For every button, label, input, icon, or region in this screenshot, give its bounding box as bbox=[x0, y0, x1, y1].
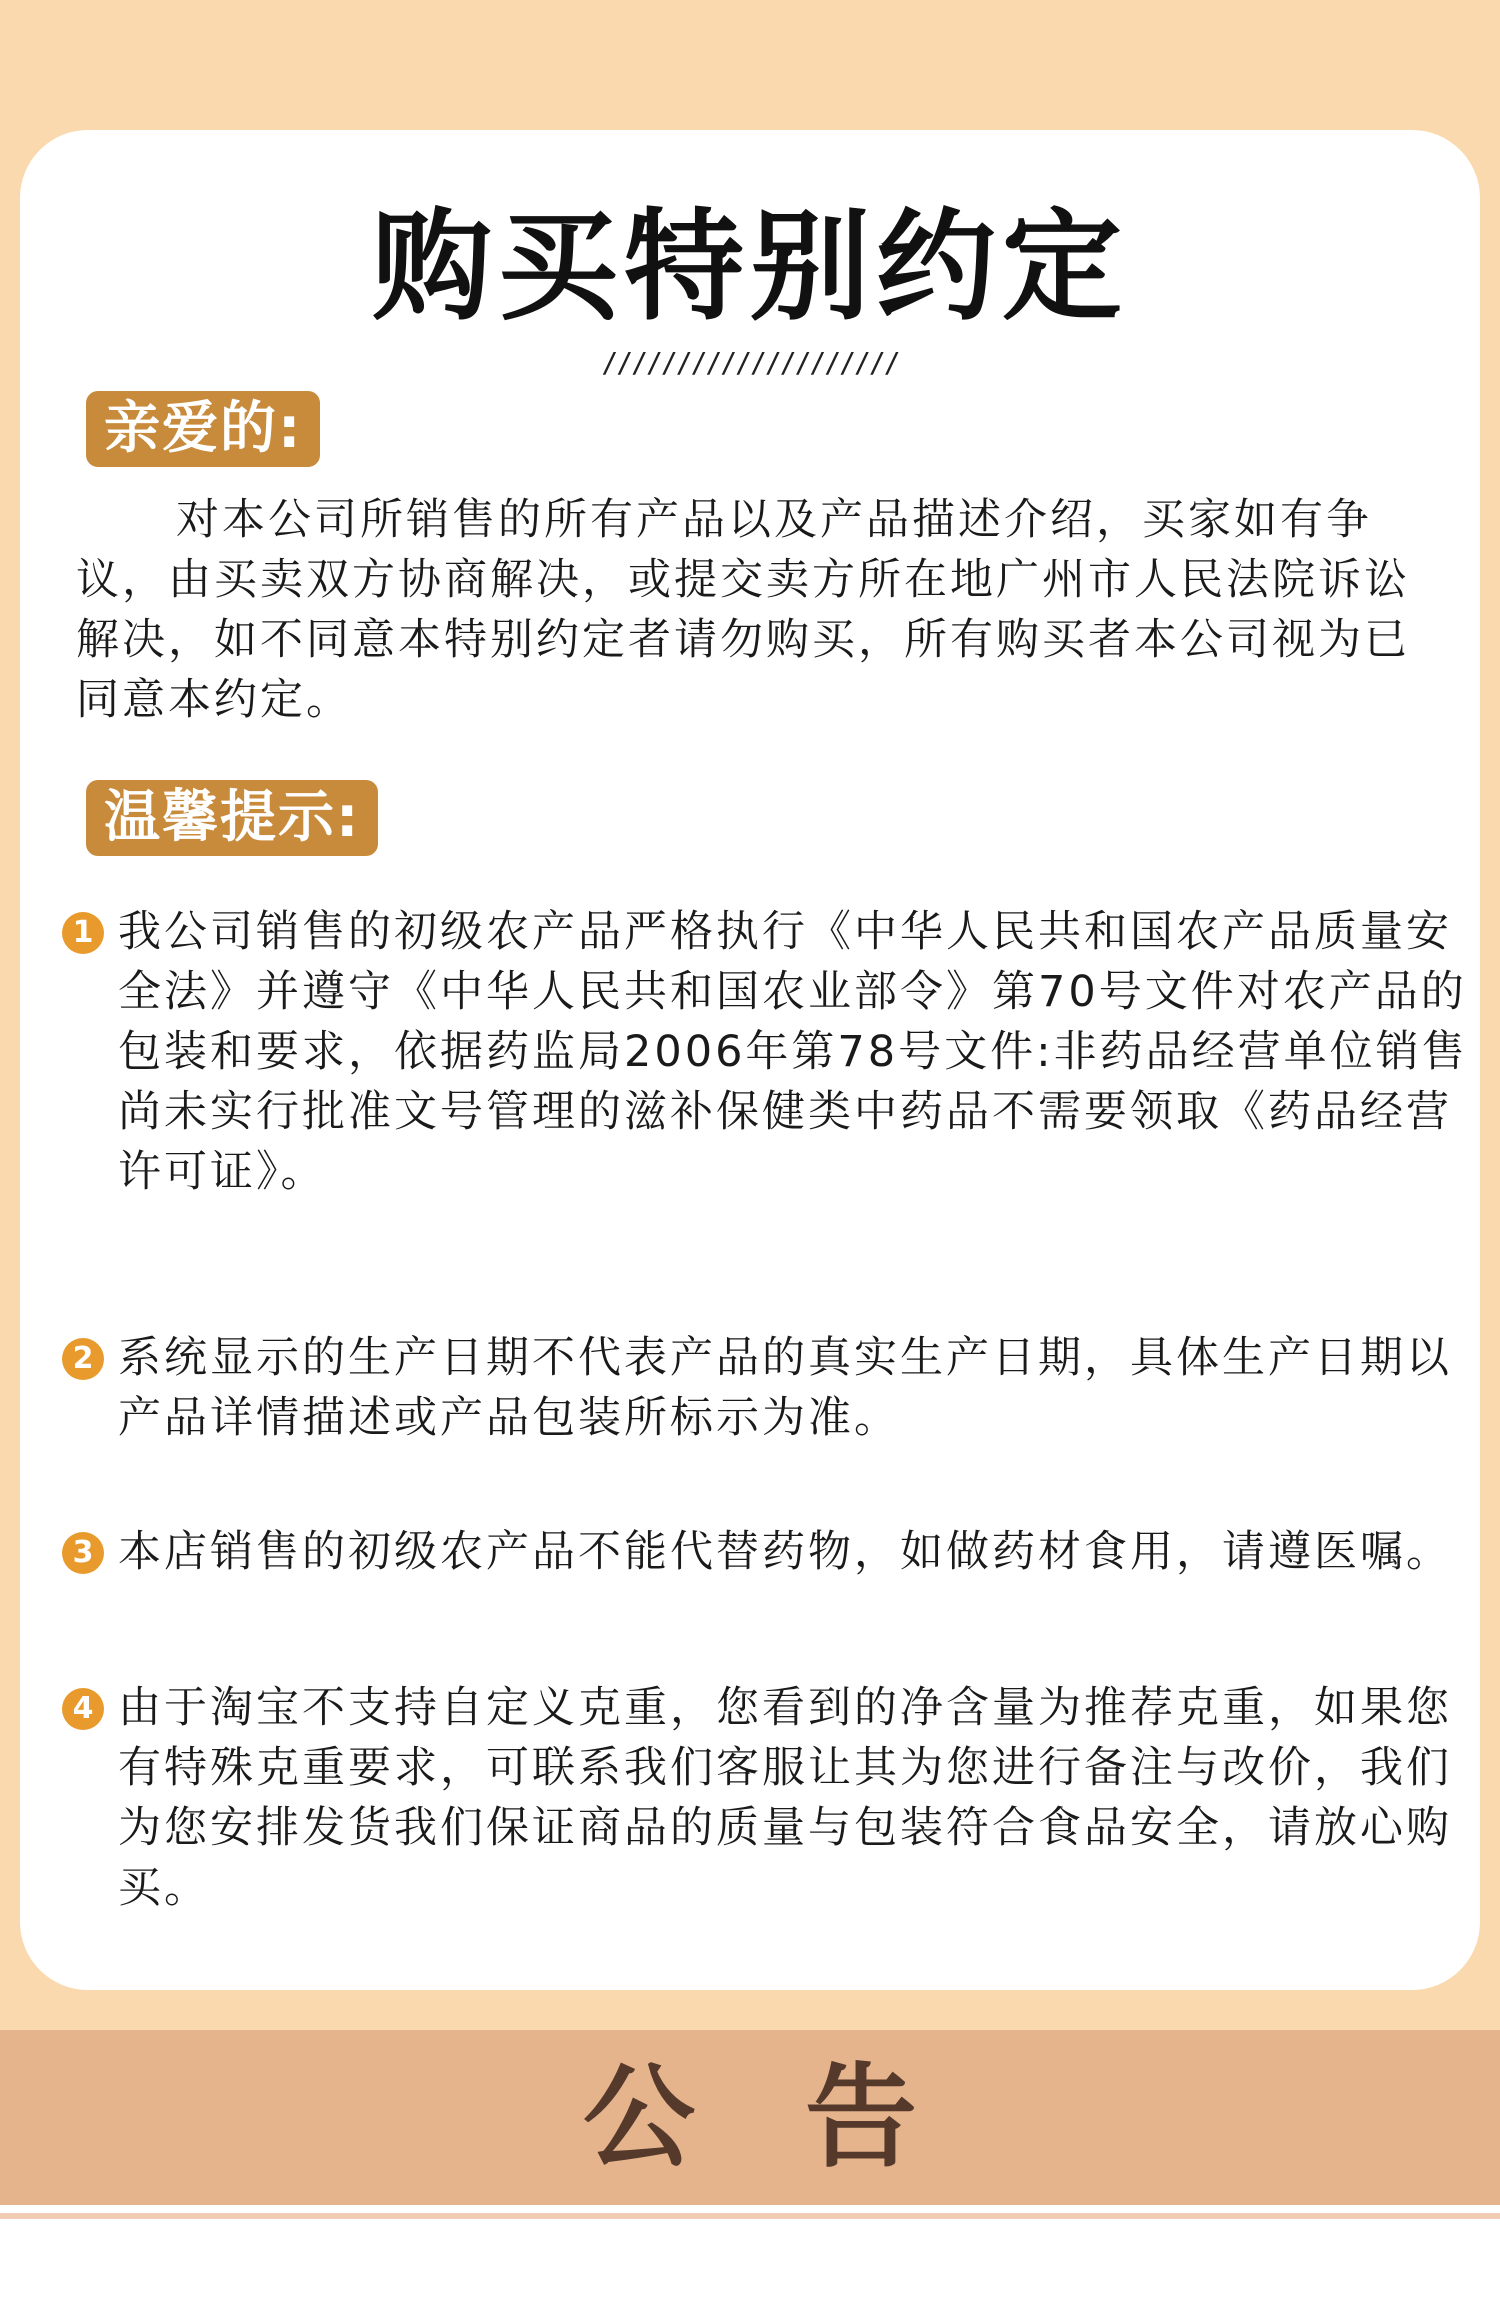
tip-text: 本店销售的初级农产品不能代替药物，如做药材食用，请遵医嘱。 bbox=[118, 1527, 1452, 1577]
number-3-icon: 3 bbox=[62, 1532, 104, 1574]
tip-item bbox=[62, 1678, 1472, 1918]
notice-divider bbox=[0, 2213, 1500, 2219]
dear-paragraph: 对本公司所销售的所有产品以及产品描述介绍，买家如有争议，由买卖双方协商解决，或提交卖方所在地广州市人民法院诉讼解决，如不同意本特别约定者请勿购买，所有购买者本公司视为已同意本约定。 bbox=[76, 495, 1410, 725]
tip-text: 我公司销售的初级农产品严格执行《中华人民共和国农产品质量安全法》并遵守《中华人民共和国农业部令》第70号文件对农产品的包装和要求，依据药监局2006年第78号文件:非药品经营单位销售尚未实行批准文号管理的滋补保健类中药品不需要领取《药品经营许可证》。 bbox=[118, 907, 1468, 1197]
notice-title: 公告 bbox=[583, 2053, 1027, 2183]
page-title: 购买特别约定 bbox=[372, 198, 1128, 337]
title-divider: //////////////////// bbox=[601, 346, 899, 379]
tip-item bbox=[62, 902, 1472, 1202]
tip-item bbox=[62, 1522, 1472, 1582]
tip-item bbox=[62, 1328, 1472, 1448]
number-2-icon: 2 bbox=[62, 1338, 104, 1380]
number-4-icon: 4 bbox=[62, 1688, 104, 1730]
tip-text: 系统显示的生产日期不代表产品的真实生产日期，具体生产日期以产品详情描述或产品包装所标示为准。 bbox=[118, 1333, 1452, 1443]
dear-label: 亲爱的: bbox=[86, 391, 320, 467]
tips-label: 温馨提示: bbox=[86, 780, 378, 856]
number-1-icon: 1 bbox=[62, 912, 104, 954]
tip-text: 由于淘宝不支持自定义克重，您看到的净含量为推荐克重，如果您有特殊克重要求，可联系我们客服让其为您进行备注与改价，我们为您安排发货我们保证商品的质量与包装符合食品安全，请放心购买。 bbox=[118, 1683, 1452, 1913]
